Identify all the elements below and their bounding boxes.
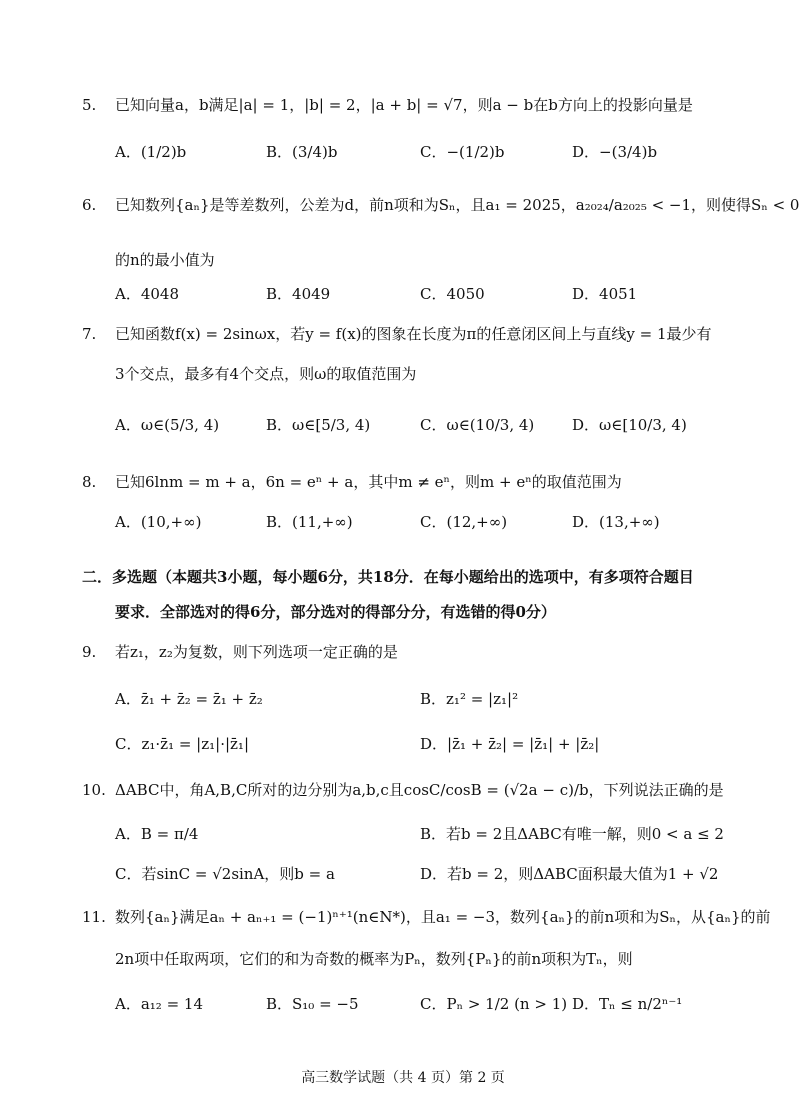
q9-stem: 若z₁，z₂为复数，则下列选项一定正确的是 bbox=[115, 643, 398, 661]
q7-stem-cont: 3个交点，最多有4个交点，则ω的取值范围为 bbox=[115, 365, 417, 383]
q10-option-c: C．若sinC = √2sinA，则b = a bbox=[115, 865, 335, 883]
q6-number: 6. bbox=[82, 196, 97, 214]
q5-stem: 已知向量a，b满足|a| = 1，|b| = 2，|a + b| = √7，则a − b在b方向上的投影向量是 bbox=[115, 96, 693, 114]
q8-option-c: C．(12,+∞) bbox=[420, 513, 508, 531]
q7-option-c: C．ω∈(10/3, 4) bbox=[420, 416, 535, 434]
q10-number: 10. bbox=[82, 781, 106, 799]
q6-stem: 已知数列{aₙ}是等差数列，公差为d，前n项和为Sₙ，且a₁ = 2025，a₂₀₂₄/a₂₀₂₅ < −1，则使得Sₙ < 0 bbox=[115, 196, 800, 214]
q7-option-b: B．ω∈[5/3, 4) bbox=[266, 416, 371, 434]
q5-option-d: D．−(3/4)b bbox=[572, 143, 658, 161]
q7-option-a: A．ω∈(5/3, 4) bbox=[115, 416, 220, 434]
q11-stem: 数列{aₙ}满足aₙ + aₙ₊₁ = (−1)ⁿ⁺¹(n∈N*)，且a₁ = −3，数列{aₙ}的前n项和为Sₙ，从{aₙ}的前 bbox=[115, 908, 771, 926]
q8-number: 8. bbox=[82, 473, 97, 491]
q5-option-b: B．(3/4)b bbox=[266, 143, 338, 161]
q8-option-b: B．(11,+∞) bbox=[266, 513, 353, 531]
q10-option-a: A．B = π/4 bbox=[115, 825, 199, 843]
q11-option-b: B．S₁₀ = −5 bbox=[266, 995, 359, 1013]
q9-number: 9. bbox=[82, 643, 97, 661]
q7-option-d: D．ω∈[10/3, 4) bbox=[572, 416, 687, 434]
q11-option-d: D．Tₙ ≤ n/2ⁿ⁻¹ bbox=[572, 995, 683, 1013]
q9-option-b: B．z₁² = |z₁|² bbox=[420, 690, 519, 708]
q9-option-a: A．z̄₁ + z̄₂ = z̄₁ + z̄₂ bbox=[115, 690, 263, 708]
q10-stem: ΔABC中，角A,B,C所对的边分别为a,b,c且cosC/cosB = (√2a − c)/b，下列说法正确的是 bbox=[115, 781, 724, 799]
q6-option-c: C．4050 bbox=[420, 285, 485, 303]
q9-option-c: C．z₁·z̄₁ = |z₁|·|z̄₁| bbox=[115, 735, 249, 753]
q6-option-a: A．4048 bbox=[115, 285, 180, 303]
page-footer: 高三数学试题（共 4 页）第 2 页 bbox=[301, 1070, 505, 1086]
q11-number: 11. bbox=[82, 908, 106, 926]
q11-option-a: A．a₁₂ = 14 bbox=[115, 995, 203, 1013]
section2-heading-line1: 二．多选题（本题共3小题，每小题6分，共18分．在每小题给出的选项中，有多项符合题目 bbox=[82, 568, 694, 586]
section2-heading-line2: 要求．全部选对的得6分，部分选对的得部分分，有选错的得0分） bbox=[115, 603, 556, 621]
q5-option-a: A．(1/2)b bbox=[115, 143, 187, 161]
q6-stem-cont: 的n的最小值为 bbox=[115, 251, 215, 269]
q11-option-c: C．Pₙ > 1/2 (n > 1) bbox=[420, 995, 568, 1013]
q8-option-d: D．(13,+∞) bbox=[572, 513, 660, 531]
q11-stem-cont: 2n项中任取两项，它们的和为奇数的概率为Pₙ，数列{Pₙ}的前n项积为Tₙ，则 bbox=[115, 950, 633, 968]
q5-number: 5. bbox=[82, 96, 97, 114]
q8-option-a: A．(10,+∞) bbox=[115, 513, 202, 531]
q6-option-d: D．4051 bbox=[572, 285, 638, 303]
q8-stem: 已知6lnm = m + a，6n = eⁿ + a，其中m ≠ eⁿ，则m + eⁿ的取值范围为 bbox=[115, 473, 622, 491]
q6-option-b: B．4049 bbox=[266, 285, 331, 303]
q7-number: 7. bbox=[82, 325, 97, 343]
q10-option-d: D．若b = 2，则ΔABC面积最大值为1 + √2 bbox=[420, 865, 719, 883]
q7-stem: 已知函数f(x) = 2sinωx，若y = f(x)的图象在长度为π的任意闭区间上与直线y = 1最少有 bbox=[115, 325, 712, 343]
q10-option-b: B．若b = 2且ΔABC有唯一解，则0 < a ≤ 2 bbox=[420, 825, 724, 843]
q9-option-d: D．|z̄₁ + z̄₂| = |z̄₁| + |z̄₂| bbox=[420, 735, 600, 753]
q5-option-c: C．−(1/2)b bbox=[420, 143, 505, 161]
